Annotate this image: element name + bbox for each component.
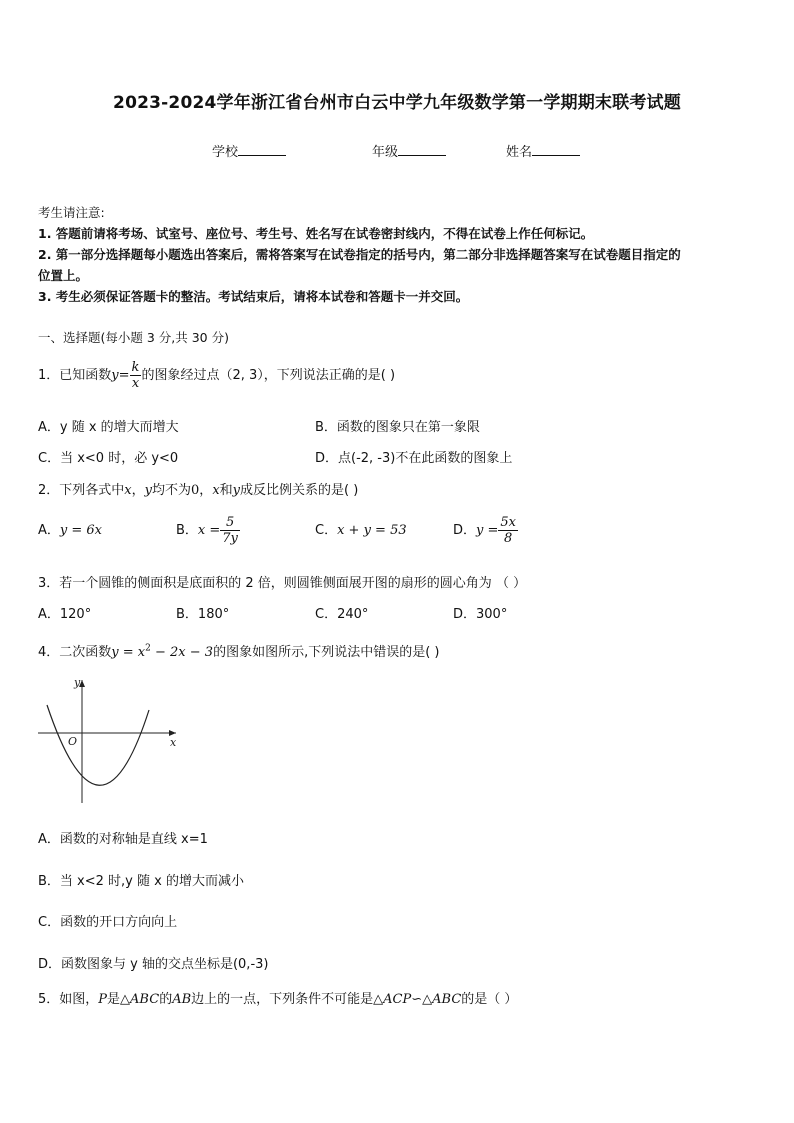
q4-parabola-graph xyxy=(30,670,190,810)
q3-option-a: A．120° xyxy=(38,607,92,622)
q2-x2: x xyxy=(212,483,220,498)
section-heading: 一、选择题(每小题 3 分,共 30 分) xyxy=(38,330,229,345)
name-field xyxy=(506,141,580,160)
q2-option-d xyxy=(453,515,518,547)
q2-c-expr: x + y = 53 xyxy=(337,523,407,538)
q3-option-b: B．180° xyxy=(176,607,230,622)
q1-prefix: 1．已知函数 xyxy=(38,368,112,383)
y-axis-label: y xyxy=(74,676,81,689)
q2-option-a xyxy=(38,515,102,547)
q4-option-d: D．函数图象与 y 轴的交点坐标是(0,-3) xyxy=(38,957,269,972)
q5-p: P xyxy=(98,992,108,1007)
q2-comma: ， xyxy=(131,483,145,498)
q1-den: x xyxy=(131,376,140,391)
q4-expr-a: y = x xyxy=(111,645,146,660)
grade-field xyxy=(372,141,446,160)
q1-eq: = xyxy=(118,368,130,383)
q2-b-label: B． xyxy=(176,523,198,538)
q5-p1: 5．如图， xyxy=(38,992,99,1007)
q4-option-c: C．函数的开口方向向上 xyxy=(38,915,178,930)
q4-stem xyxy=(38,641,439,660)
parabola-curve xyxy=(47,705,149,785)
q2-b-num: 5 xyxy=(220,515,240,531)
q3-stem: 3．若一个圆锥的侧面积是底面积的 2 倍，则圆锥侧面展开图的扇形的圆心角为 （ ） xyxy=(38,576,527,591)
x-axis-label: x xyxy=(170,736,177,749)
q2-d-num: 5x xyxy=(500,515,516,530)
q1-option-c: C．当 x<0 时，必 y<0 xyxy=(38,451,179,466)
name-blank xyxy=(532,143,580,156)
q1-suffix: 的图象经过点（2, 3），下列说法正确的是( ) xyxy=(141,368,396,383)
q5-p4: 边上的一点，下列条件不可能是 xyxy=(191,992,374,1007)
q2-d-label: D． xyxy=(453,523,477,538)
q2-a-expr: y = 6x xyxy=(59,523,103,538)
q2-y: y xyxy=(144,483,152,498)
q2-p1: 2．下列各式中 xyxy=(38,483,125,498)
q1-option-a: A．y 随 x 的增大而增大 xyxy=(38,420,179,435)
q2-p3: ， xyxy=(199,483,213,498)
origin-label: O xyxy=(68,735,78,748)
q4-option-a: A．函数的对称轴是直线 x=1 xyxy=(38,832,208,847)
q2-d-den: 8 xyxy=(504,531,513,546)
q1-option-d: D．点(-2, -3)不在此函数的图象上 xyxy=(315,451,513,466)
school-blank xyxy=(238,143,286,156)
q3-option-c: C．240° xyxy=(315,607,369,622)
q1-option-b: B．函数的图象只在第一象限 xyxy=(315,420,480,435)
q2-x: x xyxy=(124,483,132,498)
q2-y2: y xyxy=(232,483,241,498)
page-title: 2023-2024学年浙江省台州市白云中学九年级数学第一学期期末联考试题 xyxy=(113,93,681,113)
q2-c-label: C． xyxy=(315,523,338,538)
q2-p4: 成反比例关系的是( ) xyxy=(240,483,359,498)
q5-p5: 的是（ ） xyxy=(461,992,518,1007)
q4-exponent: 2 xyxy=(145,643,151,654)
q2-and: 和 xyxy=(219,483,233,498)
q2-stem xyxy=(38,479,358,498)
q5-triangle-abc: △ABC xyxy=(120,992,160,1007)
q4-prefix: 4．二次函数 xyxy=(38,645,112,660)
q1-num: k xyxy=(131,360,140,375)
notice-item-1: 1. 答题前请将考场、试室号、座位号、考生号、姓名写在试卷密封线内，不得在试卷上作任何标记。 xyxy=(38,226,594,241)
q2-b-den: 7y xyxy=(222,531,238,546)
q2-option-c xyxy=(315,515,407,547)
q2-d-lhs: y = xyxy=(476,523,499,538)
school-field xyxy=(212,141,286,160)
notice-item-3: 3. 考生必须保证答题卡的整洁。考试结束后，请将本试卷和答题卡一并交回。 xyxy=(38,289,469,304)
q5-ab: AB xyxy=(172,992,192,1007)
q2-p2: 均不为 xyxy=(152,483,192,498)
q2-zero: 0 xyxy=(191,483,200,498)
q1-fraction xyxy=(130,360,142,391)
q5-p3: 的 xyxy=(159,992,173,1007)
q2-option-b xyxy=(176,515,240,547)
q5-stem xyxy=(38,988,517,1007)
q4-expr-b: − 2x − 3 xyxy=(150,645,214,660)
name-label: 姓名 xyxy=(506,145,533,160)
q2-b-fraction xyxy=(220,515,240,546)
grade-label: 年级 xyxy=(372,145,399,160)
notice-item-2-cont: 位置上。 xyxy=(38,268,89,283)
school-label: 学校 xyxy=(212,145,239,160)
q2-a-label: A． xyxy=(38,523,60,538)
q5-p2: 是 xyxy=(107,992,121,1007)
q4-option-b: B．当 x<2 时,y 随 x 的增大而减小 xyxy=(38,874,244,889)
q2-d-fraction xyxy=(498,515,518,546)
q2-b-lhs: x = xyxy=(197,523,221,538)
q3-option-d: D．300° xyxy=(453,607,508,622)
q4-suffix: 的图象如图所示,下列说法中错误的是( ) xyxy=(213,645,440,660)
q5-similarity: △ACP∽△ABC xyxy=(373,992,462,1007)
q1-y: y xyxy=(111,368,119,383)
notice-heading: 考生请注意: xyxy=(38,205,105,220)
q1-stem xyxy=(38,360,395,392)
grade-blank xyxy=(398,143,446,156)
notice-item-2: 2. 第一部分选择题每小题选出答案后，需将答案写在试卷指定的括号内，第二部分非选择题答案写在试卷题目指定的 xyxy=(38,247,681,262)
